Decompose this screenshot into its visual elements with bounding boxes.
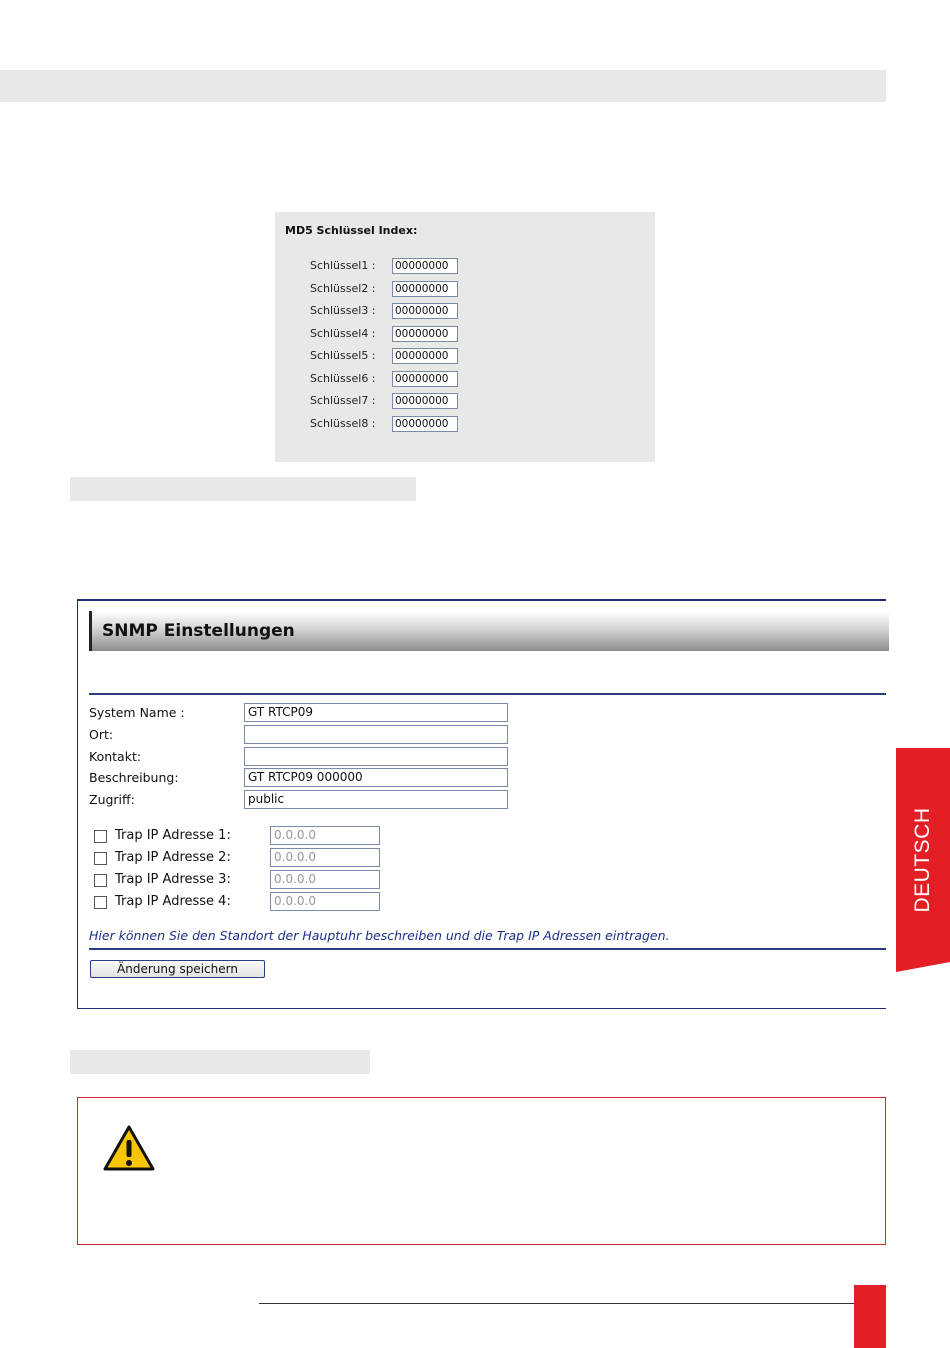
md5-key-label: Schlüssel1 :: [310, 259, 376, 272]
md5-key-label: Schlüssel3 :: [310, 304, 376, 317]
md5-key-input[interactable]: 00000000: [392, 303, 458, 319]
md5-key-panel: [275, 212, 655, 462]
divider: [89, 948, 886, 950]
trap-2-checkbox[interactable]: [94, 852, 107, 865]
md5-key-label: Schlüssel7 :: [310, 394, 376, 407]
md5-key-input[interactable]: 00000000: [392, 258, 458, 274]
trap-3-label: Trap IP Adresse 3:: [115, 872, 231, 887]
md5-key-label: Schlüssel2 :: [310, 282, 376, 295]
md5-key-row: [310, 348, 470, 366]
contact-label: Kontakt:: [89, 749, 142, 764]
description-input[interactable]: GT RTCP09 000000: [244, 768, 508, 787]
trap-1-input[interactable]: 0.0.0.0: [270, 826, 380, 845]
system-name-label: System Name :: [89, 705, 185, 720]
help-text: Hier können Sie den Standort der Hauptuhr beschreiben und die Trap IP Adressen eintragen.: [89, 928, 670, 943]
md5-key-row: [310, 416, 470, 434]
warning-box: [77, 1097, 886, 1245]
footer-rule: [259, 1303, 854, 1304]
contact-input[interactable]: [244, 747, 508, 766]
system-name-input[interactable]: GT RTCP09: [244, 703, 508, 722]
trap-4-checkbox[interactable]: [94, 896, 107, 909]
warning-triangle-icon: [102, 1124, 156, 1172]
trap-1-label: Trap IP Adresse 1:: [115, 828, 231, 843]
md5-key-input[interactable]: 00000000: [392, 326, 458, 342]
trap-3-input[interactable]: 0.0.0.0: [270, 870, 380, 889]
snmp-header: [89, 611, 889, 651]
md5-key-row: [310, 371, 470, 389]
page-title: SNMP Einstellungen: [102, 621, 295, 641]
subsection-header-bar: [70, 1050, 370, 1074]
md5-key-input[interactable]: 00000000: [392, 348, 458, 364]
access-input[interactable]: public: [244, 790, 508, 809]
section-header-bar: [0, 70, 886, 102]
md5-key-row: [310, 303, 470, 321]
md5-key-row: [310, 393, 470, 411]
md5-key-label: Schlüssel8 :: [310, 417, 376, 430]
md5-title: MD5 Schlüssel Index:: [285, 224, 418, 237]
md5-key-label: Schlüssel5 :: [310, 349, 376, 362]
md5-key-label: Schlüssel6 :: [310, 372, 376, 385]
trap-2-label: Trap IP Adresse 2:: [115, 850, 231, 865]
access-label: Zugriff:: [89, 792, 135, 807]
language-tab: [896, 748, 950, 972]
trap-2-input[interactable]: 0.0.0.0: [270, 848, 380, 867]
md5-key-row: [310, 258, 470, 276]
language-tab-label: DEUTSCH: [911, 807, 934, 913]
md5-key-input[interactable]: 00000000: [392, 393, 458, 409]
md5-key-input[interactable]: 00000000: [392, 416, 458, 432]
subsection-header-bar: [70, 477, 416, 501]
trap-3-checkbox[interactable]: [94, 874, 107, 887]
md5-key-row: [310, 281, 470, 299]
md5-key-input[interactable]: 00000000: [392, 371, 458, 387]
md5-key-input[interactable]: 00000000: [392, 281, 458, 297]
save-changes-button[interactable]: Änderung speichern: [90, 960, 265, 978]
description-label: Beschreibung:: [89, 770, 179, 785]
snmp-settings-panel: [77, 599, 886, 1009]
md5-key-row: [310, 326, 470, 344]
trap-4-input[interactable]: 0.0.0.0: [270, 892, 380, 911]
divider: [89, 693, 886, 695]
location-label: Ort:: [89, 727, 114, 742]
md5-key-label: Schlüssel4 :: [310, 327, 376, 340]
trap-4-label: Trap IP Adresse 4:: [115, 894, 231, 909]
location-input[interactable]: [244, 725, 508, 744]
trap-1-checkbox[interactable]: [94, 830, 107, 843]
page-number-block: [854, 1285, 886, 1348]
